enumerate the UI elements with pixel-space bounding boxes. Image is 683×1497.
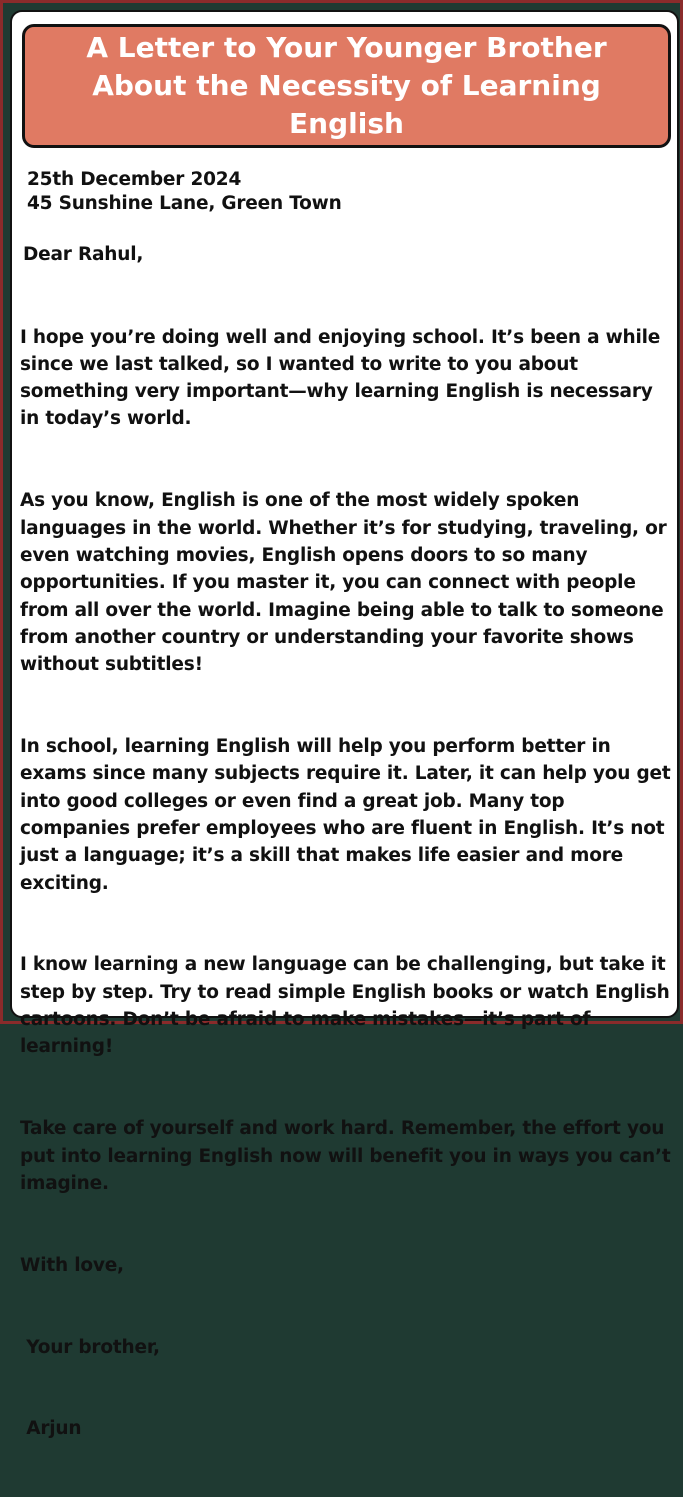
paragraph-4: I know learning a new language can be challenging, but take it step by step. Try to read simple English books or watch English cartoons. Don’t be afraid to make mistakes—it’s part of learning!	[20, 954, 676, 1058]
paragraph-2: As you know, English is one of the most widely spoken languages in the world. Whether it’s for studying, traveling, or even watching movies, English opens doors to so many opportunities. If you master it, you can connect with people from all over the world. Imagine being able to talk to someone from another country or understanding your favorite shows without subtitles!	[20, 490, 673, 676]
letter-page	[10, 10, 679, 1440]
paragraph-5: Take care of yourself and work hard. Remember, the effort you put into learning English now will benefit you in ways you can’t imagine.	[20, 1118, 677, 1194]
letter-greeting: Dear Rahul,	[23, 244, 144, 265]
letter-body	[20, 269, 677, 1497]
title-banner	[22, 24, 671, 148]
letter-closing: With love,	[20, 1254, 124, 1276]
letter-date: 25th December 2024	[27, 169, 242, 190]
paragraph-1: I hope you’re doing well and enjoying school. It’s been a while since we last talked, so I wanted to write to you about something very important—why learning English is necessary in today’s world.	[20, 326, 667, 430]
paragraph-3: In school, learning English will help you perform better in exams since many subjects require it. Later, it can help you get into good colleges or even find a great job. Many top companies prefer employees who are fluent in English. It’s not just a language; it’s a skill that makes life easier and more exciting.	[20, 736, 677, 894]
page-title: A Letter to Your Younger Brother About the Necessity of Learning English	[86, 31, 607, 140]
letter-signoff: Your brother,	[20, 1336, 160, 1358]
letter-address: 45 Sunshine Lane, Green Town	[27, 193, 342, 214]
letter-signature-name: Arjun	[20, 1418, 82, 1440]
